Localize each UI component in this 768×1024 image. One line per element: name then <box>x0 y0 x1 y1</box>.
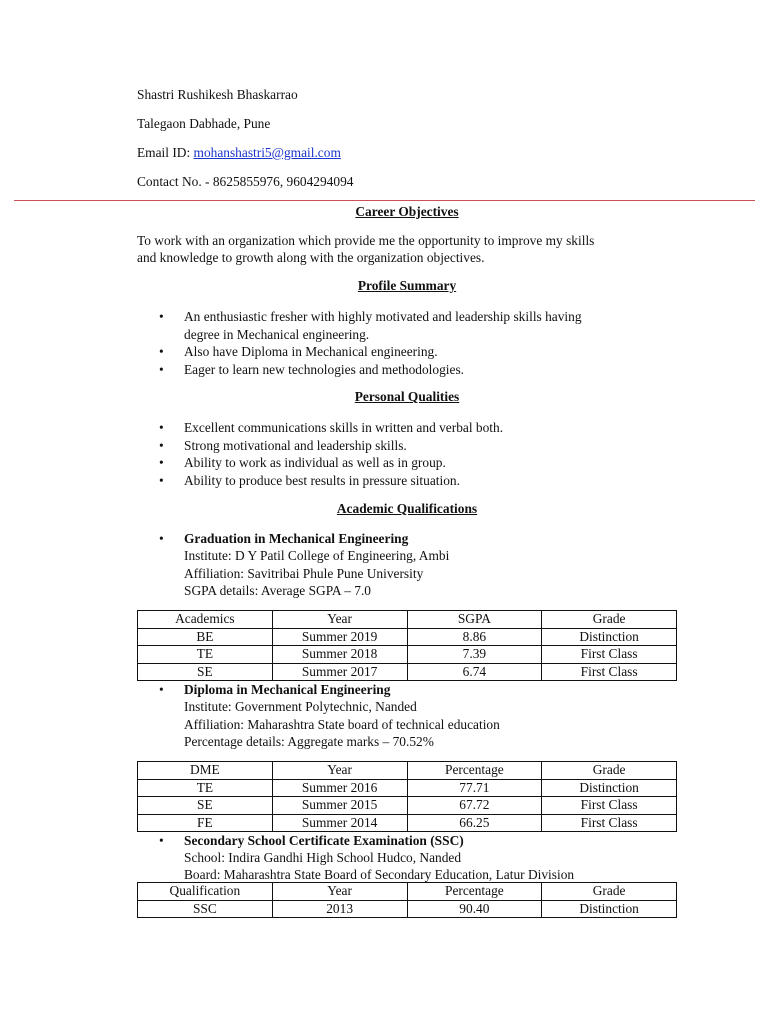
bullet-icon: • <box>159 361 164 377</box>
table-cell: 7.39 <box>407 646 542 664</box>
table-header-cell: Percentage <box>407 883 542 901</box>
ssc-title: Secondary School Certificate Examination (SSC) <box>184 833 464 848</box>
table-cell: 67.72 <box>407 797 542 815</box>
list-item: • An enthusiastic fresher with highly motivated and leadership skills having degree in Mechanical engineering. <box>159 309 582 342</box>
personal-qualities-list <box>137 419 677 489</box>
table-cell: SSC <box>138 900 273 918</box>
table-cell: First Class <box>542 663 677 681</box>
table-row <box>138 797 677 815</box>
career-text-line: and knowledge to growth along with the organization objectives. <box>137 250 485 265</box>
table-row <box>138 814 677 832</box>
bullet-icon: • <box>159 437 164 453</box>
list-item <box>137 832 677 883</box>
bullet-icon: • <box>159 833 164 848</box>
ssc-board: Board: Maharashtra State Board of Secondary Education, Latur Division <box>184 867 575 882</box>
table-row <box>138 646 677 664</box>
ssc-table <box>137 882 677 918</box>
list-item: • Also have Diploma in Mechanical engineering. <box>159 344 438 359</box>
table-cell: Summer 2015 <box>272 797 407 815</box>
table-cell: BE <box>138 628 273 646</box>
table-header-cell: Grade <box>542 762 677 780</box>
ssc-block <box>137 832 677 883</box>
table-header-cell: Academics <box>138 611 273 629</box>
table-cell: First Class <box>542 797 677 815</box>
bullet-icon: • <box>159 420 164 435</box>
table-header-cell: DME <box>138 762 273 780</box>
table-cell: Summer 2016 <box>272 779 407 797</box>
email-link[interactable]: mohanshastri5@gmail.com <box>193 145 341 160</box>
table-header-row <box>138 611 677 629</box>
table-header-cell: Year <box>272 611 407 629</box>
list-item <box>137 681 677 750</box>
career-objectives-text <box>137 232 682 266</box>
table-cell: 90.40 <box>407 900 542 918</box>
list-item: • Strong motivational and leadership skills. <box>159 437 407 453</box>
table-header-cell: Year <box>272 883 407 901</box>
career-objectives-heading: Career Objectives <box>355 204 459 219</box>
table-cell: First Class <box>542 646 677 664</box>
table-cell: TE <box>138 779 273 797</box>
table-header-row <box>138 883 677 901</box>
graduation-title: Graduation in Mechanical Engineering <box>184 531 409 546</box>
bullet-icon: • <box>159 344 164 359</box>
bullet-icon: • <box>159 682 164 697</box>
table-header-row <box>138 762 677 780</box>
academic-qualifications-heading: Academic Qualifications <box>336 501 478 516</box>
table-cell: Summer 2019 <box>272 628 407 646</box>
table-header-cell: Percentage <box>407 762 542 780</box>
contact-line: Contact No. - 8625855976, 9604294094 <box>137 174 354 189</box>
ssc-school: School: Indira Gandhi High School Hudco, Nanded <box>184 850 462 865</box>
table-cell: 6.74 <box>407 663 542 681</box>
bullet-icon: • <box>159 472 164 488</box>
table-cell: First Class <box>542 814 677 832</box>
list-item: • Eager to learn new technologies and methodologies. <box>159 361 465 377</box>
table-cell: Distinction <box>542 900 677 918</box>
graduation-details: SGPA details: Average SGPA – 7.0 <box>184 582 371 598</box>
profile-summary-list <box>137 308 677 378</box>
header-divider <box>14 200 755 201</box>
table-header-cell: Qualification <box>138 883 273 901</box>
diploma-block <box>137 681 677 750</box>
table-cell: 77.71 <box>407 779 542 797</box>
table-cell: 66.25 <box>407 814 542 832</box>
table-header-cell: Grade <box>542 883 677 901</box>
bullet-icon: • <box>159 455 164 470</box>
career-text-line: To work with an organization which provide me the opportunity to improve my skills <box>137 233 595 248</box>
table-cell: 8.86 <box>407 628 542 646</box>
table-header-cell: SGPA <box>407 611 542 629</box>
table-row <box>138 900 677 918</box>
list-item: • Excellent communications skills in written and verbal both. <box>159 420 504 435</box>
bullet-icon: • <box>159 309 164 324</box>
table-cell: Summer 2018 <box>272 646 407 664</box>
personal-qualities-heading: Personal Qualities <box>354 389 460 404</box>
table-cell: TE <box>138 646 273 664</box>
candidate-address: Talegaon Dabhade, Pune <box>137 116 271 131</box>
diploma-table <box>137 761 677 832</box>
table-cell: SE <box>138 797 273 815</box>
table-cell: FE <box>138 814 273 832</box>
graduation-table <box>137 610 677 681</box>
graduation-institute: Institute: D Y Patil College of Engineering, Ambi <box>184 548 450 564</box>
table-row <box>138 628 677 646</box>
graduation-affiliation: Affiliation: Savitribai Phule Pune University <box>184 565 424 581</box>
list-item: • Ability to work as individual as well as in group. <box>159 455 446 470</box>
list-item: • Ability to produce best results in pressure situation. <box>159 472 460 488</box>
table-header-cell: Grade <box>542 611 677 629</box>
table-cell: SE <box>138 663 273 681</box>
diploma-affiliation: Affiliation: Maharashtra State board of technical education <box>184 716 500 732</box>
table-header-cell: Year <box>272 762 407 780</box>
table-row <box>138 663 677 681</box>
table-cell: Summer 2017 <box>272 663 407 681</box>
diploma-title: Diploma in Mechanical Engineering <box>184 682 391 697</box>
table-cell: Distinction <box>542 779 677 797</box>
email-label: Email ID: <box>137 145 194 160</box>
table-cell: Distinction <box>542 628 677 646</box>
candidate-name: Shastri Rushikesh Bhaskarrao <box>137 87 298 102</box>
profile-summary-heading: Profile Summary <box>357 278 457 293</box>
table-row <box>138 779 677 797</box>
diploma-details: Percentage details: Aggregate marks – 70.52% <box>184 733 434 749</box>
table-cell: 2013 <box>272 900 407 918</box>
diploma-institute: Institute: Government Polytechnic, Nanded <box>184 699 417 715</box>
list-item <box>137 530 677 599</box>
bullet-icon: • <box>159 531 164 546</box>
graduation-block <box>137 530 677 599</box>
email-line <box>137 145 341 161</box>
table-cell: Summer 2014 <box>272 814 407 832</box>
